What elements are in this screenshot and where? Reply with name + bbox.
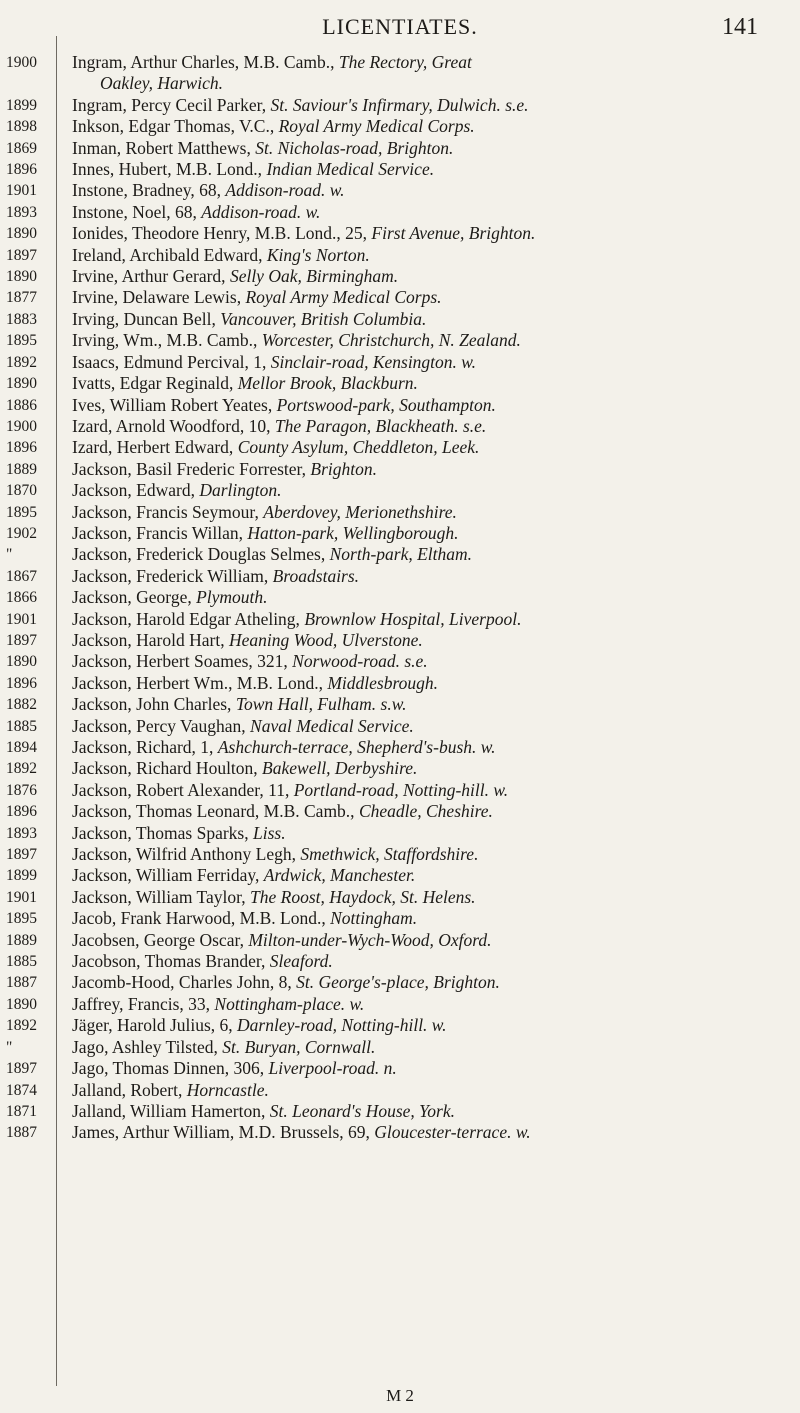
entry-text	[54, 266, 800, 287]
entry-name: Jacobsen, George Oscar,	[72, 929, 249, 950]
entry-name: Ireland, Archibald Edward,	[72, 244, 267, 265]
entry-address: The Rectory, Great	[338, 52, 472, 72]
entry-text	[54, 352, 800, 373]
entry-year: 1898	[6, 118, 37, 136]
entry-name: Instone, Bradney, 68,	[72, 180, 226, 201]
entry-name: James, Arthur William, M.D. Brussels, 69,	[72, 1122, 375, 1143]
entry-year: 1876	[6, 781, 37, 799]
register-entry	[0, 801, 800, 822]
entry-name: Jackson, Harold Edgar Atheling,	[72, 608, 305, 629]
entry-text	[54, 73, 800, 94]
register-entry	[0, 138, 800, 159]
entry-address: Hatton-park, Wellingborough.	[247, 522, 459, 543]
register-entry	[0, 202, 800, 223]
register-entry	[0, 266, 800, 287]
register-entry	[0, 352, 800, 373]
entry-text	[54, 758, 800, 779]
entry-year: 1900	[6, 54, 37, 71]
entry-name: Jackson, Francis Willan,	[72, 522, 248, 543]
entry-address: Indian Medical Service.	[266, 159, 435, 180]
entry-text	[54, 1058, 800, 1079]
entry-address: County Asylum, Cheddleton, Leek.	[237, 437, 480, 458]
entry-text	[54, 180, 800, 201]
entry-address: Sleaford.	[269, 951, 333, 972]
entry-text	[54, 908, 800, 929]
entry-year	[0, 73, 54, 94]
entry-address: Ardwick, Manchester.	[263, 865, 416, 886]
entry-year: 1871	[6, 1102, 37, 1120]
entry-year: 1887	[6, 1124, 37, 1142]
entry-year: 1896	[6, 439, 37, 457]
entry-year: 1896	[6, 803, 37, 821]
entry-name: Jackson, Francis Seymour,	[72, 501, 264, 522]
entry-address: Nottingham.	[330, 908, 418, 929]
register-entry	[0, 930, 800, 951]
entry-year: 1885	[6, 953, 37, 971]
entry-address: Middlesbrough.	[327, 672, 439, 693]
entry-name: Ionides, Theodore Henry, M.B. Lond., 25,	[72, 223, 372, 244]
entry-address: Gloucester-terrace. w.	[374, 1122, 531, 1143]
entry-text	[54, 1101, 800, 1122]
entry-year: 1869	[6, 139, 37, 157]
entry-address: Addison-road. w.	[201, 201, 321, 222]
entry-name: Irvine, Delaware Lewis,	[72, 287, 246, 308]
entry-year: 1895	[6, 503, 37, 521]
entry-address: Milton-under-Wych-Wood, Oxford.	[248, 929, 492, 950]
register-entry	[0, 1037, 800, 1058]
entry-name: Jackson, Basil Frederic Forrester,	[72, 458, 311, 479]
register-entry	[0, 480, 800, 501]
register-entry	[0, 994, 800, 1015]
entry-address: Liverpool-road. n.	[268, 1058, 397, 1079]
entry-year: 1892	[6, 760, 37, 778]
entry-address: Liss.	[252, 822, 286, 843]
entry-year: 1890	[6, 995, 37, 1013]
entry-year: 1895	[6, 910, 37, 928]
entry-text	[54, 1122, 800, 1143]
entry-year: 1893	[6, 203, 37, 221]
register-entry	[0, 245, 800, 266]
entry-name: Jacobson, Thomas Brander,	[72, 951, 270, 972]
entry-year: 1901	[6, 888, 37, 906]
entry-text	[54, 823, 800, 844]
entry-year: 1870	[6, 482, 37, 500]
register-entry	[0, 330, 800, 351]
register-entry	[0, 309, 800, 330]
entry-name: Irving, Duncan Bell,	[72, 308, 221, 329]
entry-text	[54, 544, 800, 565]
register-entry	[0, 630, 800, 651]
entry-year: 1866	[6, 589, 37, 607]
signature-mark: M 2	[386, 1386, 414, 1405]
entry-text	[54, 159, 800, 180]
entry-name: Innes, Hubert, M.B. Lond.,	[72, 159, 267, 180]
entry-name: Irvine, Arthur Gerard,	[72, 266, 230, 287]
entry-text	[54, 459, 800, 480]
entry-text	[54, 138, 800, 159]
entry-text	[54, 330, 800, 351]
entry-year: 1883	[6, 310, 37, 328]
entry-year: 1895	[6, 332, 37, 350]
entry-year: "	[6, 546, 13, 564]
entry-name: Jackson, John Charles,	[72, 694, 236, 715]
entry-address: The Paragon, Blackheath. s.e.	[274, 415, 487, 436]
entry-year: 1899	[6, 867, 37, 885]
entry-year: 1877	[6, 289, 37, 307]
entry-text	[54, 523, 800, 544]
entry-address: Cheadle, Cheshire.	[358, 801, 493, 822]
register-entry	[0, 395, 800, 416]
entry-text	[54, 373, 800, 394]
entry-text	[54, 116, 800, 137]
register-entry	[0, 373, 800, 394]
entry-text	[54, 844, 800, 865]
register-entry	[0, 52, 800, 73]
register-entry	[0, 1080, 800, 1101]
entry-year: 1899	[6, 96, 37, 114]
running-title: LICENTIATES.	[322, 14, 478, 39]
entry-name: Jackson, Edward,	[72, 480, 200, 501]
entry-year: 1890	[6, 225, 37, 243]
entry-text	[54, 801, 800, 822]
entry-text	[54, 480, 800, 501]
register-entry	[0, 694, 800, 715]
entry-name: Jackson, William Ferriday,	[72, 865, 264, 886]
entry-address: Plymouth.	[196, 587, 268, 608]
entry-address: Smethwick, Staffordshire.	[300, 844, 479, 865]
register-entry	[0, 287, 800, 308]
register-entry	[0, 887, 800, 908]
entry-year: 1901	[6, 182, 37, 200]
entry-text	[54, 1015, 800, 1036]
entry-year: 1882	[6, 696, 37, 714]
entry-year: 1885	[6, 717, 37, 735]
entry-text	[54, 972, 800, 993]
entry-name: Jacob, Frank Harwood, M.B. Lond.,	[72, 908, 331, 929]
entry-year: 1890	[6, 653, 37, 671]
entry-address: Naval Medical Service.	[250, 715, 414, 736]
entry-text	[54, 887, 800, 908]
entry-address: First Avenue, Brighton.	[371, 223, 536, 244]
entry-text	[54, 651, 800, 672]
entry-name: Jalland, William Hamerton,	[72, 1100, 270, 1121]
entry-name: Jackson, Percy Vaughan,	[72, 715, 251, 736]
entry-name: Jackson, Frederick Douglas Selmes,	[72, 544, 330, 565]
register-entry	[0, 159, 800, 180]
register-entries	[0, 52, 800, 1144]
entry-name: Instone, Noel, 68,	[72, 201, 202, 222]
entry-year: 1890	[6, 268, 37, 286]
register-entry	[0, 844, 800, 865]
entry-address: Darlington.	[199, 480, 282, 501]
entry-year: 1892	[6, 353, 37, 371]
entry-year: 1889	[6, 931, 37, 949]
entry-address: King's Norton.	[266, 244, 370, 265]
entry-address: Horncastle.	[186, 1079, 269, 1100]
entry-year: 1897	[6, 631, 37, 649]
register-entry	[0, 180, 800, 201]
entry-name: Jackson, Richard, 1,	[72, 737, 218, 757]
entry-text	[54, 630, 800, 651]
entry-year: 1894	[6, 739, 37, 756]
entry-name: Inkson, Edgar Thomas, V.C.,	[72, 116, 279, 137]
entry-year: 1874	[6, 1081, 37, 1099]
entry-address: Addison-road. w.	[225, 180, 345, 201]
entry-text	[54, 737, 800, 758]
register-entry	[0, 972, 800, 993]
entry-text	[54, 95, 800, 116]
register-entry	[0, 459, 800, 480]
entry-year: 1897	[6, 246, 37, 264]
entry-address: Sinclair-road, Kensington. w.	[270, 351, 477, 372]
entry-name: Jackson, Herbert Wm., M.B. Lond.,	[72, 672, 328, 693]
entry-address: Bakewell, Derbyshire.	[262, 758, 418, 779]
register-entry	[0, 673, 800, 694]
register-entry	[0, 865, 800, 886]
entry-text	[54, 309, 800, 330]
entry-year: 1890	[6, 375, 37, 393]
entry-address: Mellor Brook, Blackburn.	[237, 373, 418, 394]
entry-text	[54, 780, 800, 801]
entry-address: Darnley-road, Notting-hill. w.	[237, 1015, 447, 1036]
entry-text	[54, 951, 800, 972]
register-entry	[0, 1058, 800, 1079]
register-entry	[0, 95, 800, 116]
entry-text	[54, 395, 800, 416]
entry-address: Portswood-park, Southampton.	[276, 394, 496, 415]
entry-address: Heaning Wood, Ulverstone.	[228, 629, 423, 650]
register-entry	[0, 116, 800, 137]
entry-text	[54, 1080, 800, 1101]
entry-text	[54, 609, 800, 630]
entry-text	[54, 52, 800, 73]
register-entry	[0, 502, 800, 523]
entry-name: Izard, Herbert Edward,	[72, 437, 238, 458]
register-entry	[0, 951, 800, 972]
entry-name: Jackson, William Taylor,	[72, 886, 251, 907]
entry-address: St. Buryan, Cornwall.	[222, 1036, 376, 1057]
entry-name: Jaffrey, Francis, 33,	[72, 993, 215, 1014]
entry-text	[54, 673, 800, 694]
entry-year: 1886	[6, 396, 37, 414]
entry-year: 1896	[6, 674, 37, 692]
register-entry	[0, 1101, 800, 1122]
entry-name: Jago, Ashley Tilsted,	[72, 1036, 223, 1057]
register-entry	[0, 823, 800, 844]
entry-name: Ivatts, Edgar Reginald,	[72, 373, 238, 394]
entry-address: Royal Army Medical Corps.	[278, 116, 475, 137]
entry-name: Izard, Arnold Woodford, 10,	[72, 415, 275, 436]
entry-name: Jackson, Herbert Soames, 321,	[72, 651, 293, 672]
entry-year: 1889	[6, 460, 37, 478]
register-entry	[0, 737, 800, 758]
register-entry	[0, 758, 800, 779]
entry-text	[54, 416, 800, 437]
entry-year: "	[6, 1038, 13, 1056]
entry-year: 1896	[6, 161, 37, 179]
entry-name: Jackson, George,	[72, 587, 197, 608]
register-entry	[0, 908, 800, 929]
entry-text	[54, 1037, 800, 1058]
register-entry	[0, 651, 800, 672]
entry-address: Selly Oak, Birmingham.	[229, 266, 399, 287]
entry-text	[54, 994, 800, 1015]
entry-address: Broadstairs.	[272, 565, 360, 586]
entry-name: Jäger, Harold Julius, 6,	[72, 1015, 238, 1036]
register-entry	[0, 544, 800, 565]
register-entry	[0, 609, 800, 630]
entry-name: Jackson, Robert Alexander, 11,	[72, 779, 294, 800]
entry-address: St. George's-place, Brighton.	[296, 972, 500, 993]
entry-address: Ashchurch-terrace, Shepherd's-bush. w.	[217, 737, 496, 757]
entry-text	[54, 437, 800, 458]
entry-text	[54, 223, 800, 244]
register-entry	[0, 73, 800, 94]
entry-year: 1900	[6, 417, 37, 435]
entry-text	[54, 202, 800, 223]
entry-name: Ingram, Arthur Charles, M.B. Camb.,	[72, 52, 339, 72]
entry-address: St. Nicholas-road, Brighton.	[255, 137, 454, 158]
register-entry	[0, 566, 800, 587]
entry-address: North-park, Eltham.	[329, 544, 473, 565]
register-entry	[0, 587, 800, 608]
entry-name: Jackson, Thomas Leonard, M.B. Camb.,	[72, 801, 359, 822]
register-entry	[0, 523, 800, 544]
entry-name: Isaacs, Edmund Percival, 1,	[72, 351, 271, 372]
entry-name: Irving, Wm., M.B. Camb.,	[72, 330, 262, 351]
entry-name: Jackson, Frederick William,	[72, 565, 273, 586]
entry-year: 1887	[6, 974, 37, 992]
entry-name: Jacomb-Hood, Charles John, 8,	[72, 972, 297, 993]
entry-address: St. Leonard's House, York.	[269, 1100, 455, 1121]
entry-address: Norwood-road. s.e.	[292, 651, 428, 672]
entry-year: 1892	[6, 1017, 37, 1035]
entry-name: Jago, Thomas Dinnen, 306,	[72, 1058, 269, 1079]
entry-name: Jackson, Wilfrid Anthony Legh,	[72, 844, 301, 865]
entry-address: Brighton.	[310, 458, 378, 479]
entry-year: 1901	[6, 610, 37, 628]
entry-year: 1867	[6, 567, 37, 585]
entry-text	[54, 930, 800, 951]
entry-text	[54, 245, 800, 266]
entry-address: Vancouver, British Columbia.	[220, 308, 427, 329]
entry-year: 1897	[6, 846, 37, 864]
entry-address: Nottingham-place. w.	[214, 993, 365, 1014]
register-entry	[0, 780, 800, 801]
entry-name: Jackson, Thomas Sparks,	[72, 822, 253, 843]
entry-address: Town Hall, Fulham. s.w.	[235, 694, 407, 715]
page-number: 141	[722, 14, 758, 40]
entry-address: Worcester, Christchurch, N. Zealand.	[261, 330, 521, 351]
entry-address: Oakley, Harwich.	[100, 73, 223, 94]
page-header	[0, 0, 800, 60]
entry-text	[54, 287, 800, 308]
entry-name: Jackson, Harold Hart,	[72, 629, 229, 650]
entry-address: Portland-road, Notting-hill. w.	[293, 779, 509, 800]
entry-name: Ingram, Percy Cecil Parker,	[72, 94, 271, 115]
entry-year: 1902	[6, 524, 37, 542]
entry-address: The Roost, Haydock, St. Helens.	[250, 886, 476, 907]
entry-name: Inman, Robert Matthews,	[72, 137, 256, 158]
entry-text	[54, 566, 800, 587]
entry-address: Royal Army Medical Corps.	[245, 287, 442, 308]
entry-name: Jalland, Robert,	[72, 1079, 187, 1100]
register-entry	[0, 223, 800, 244]
entry-year: 1893	[6, 824, 37, 842]
entry-text	[54, 865, 800, 886]
register-entry	[0, 1122, 800, 1143]
entry-address: Brownlow Hospital, Liverpool.	[304, 608, 522, 629]
entry-name: Jackson, Richard Houlton,	[72, 758, 263, 779]
entry-address: Aberdovey, Merionethshire.	[263, 501, 457, 522]
register-entry	[0, 1015, 800, 1036]
entry-text	[54, 716, 800, 737]
register-entry	[0, 437, 800, 458]
register-entry	[0, 716, 800, 737]
entry-year: 1897	[6, 1060, 37, 1078]
entry-text	[54, 587, 800, 608]
entry-text	[54, 502, 800, 523]
entry-address: St. Saviour's Infirmary, Dulwich. s.e.	[270, 94, 529, 115]
register-entry	[0, 416, 800, 437]
entry-text	[54, 694, 800, 715]
entry-name: Ives, William Robert Yeates,	[72, 394, 277, 415]
